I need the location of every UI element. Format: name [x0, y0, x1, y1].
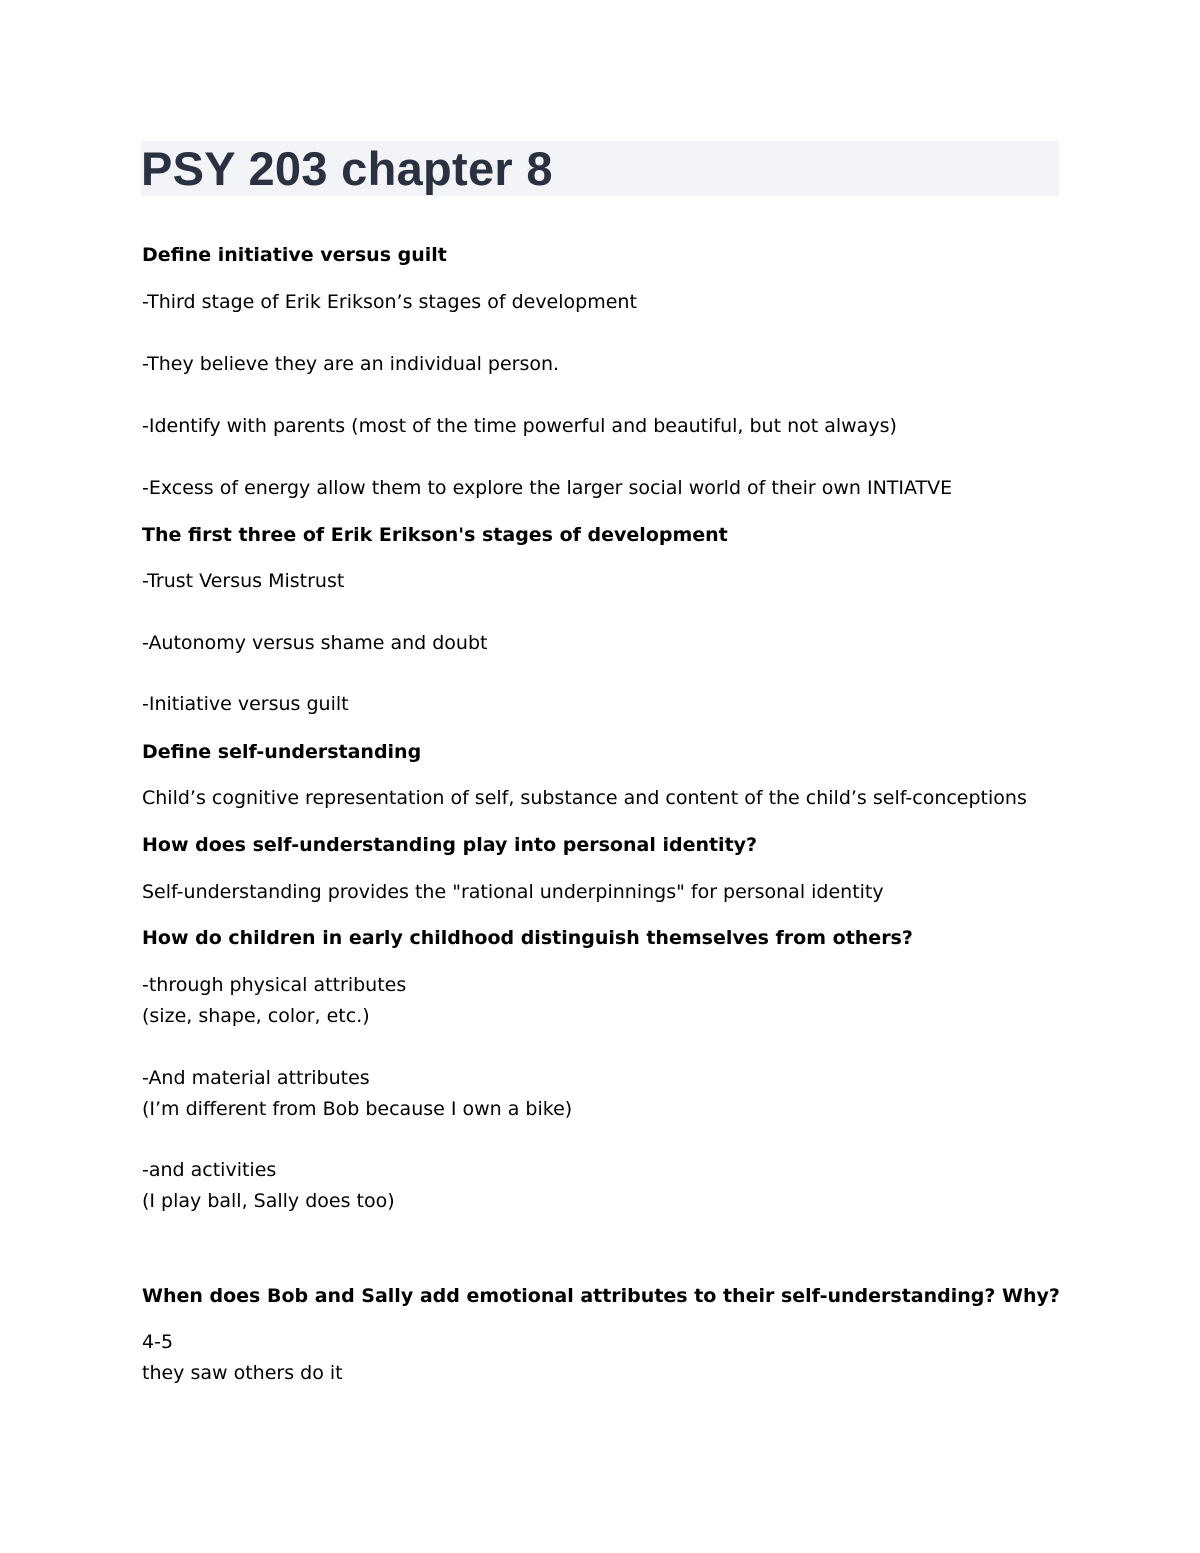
answer-line: (I’m different from Bob because I own a bike) — [142, 1098, 573, 1120]
answer-line: -through physical attributes — [142, 974, 407, 996]
answer-line: they saw others do it — [142, 1362, 343, 1384]
answer-line: -Trust Versus Mistrust — [142, 570, 345, 592]
answer-line: (size, shape, color, etc.) — [142, 1005, 370, 1027]
question-first-three-stages: The first three of Erik Erikson's stages of development — [142, 524, 728, 546]
answer-line: -Autonomy versus shame and doubt — [142, 632, 488, 654]
answer-line: -They believe they are an individual person. — [142, 353, 560, 375]
question-distinguish-from-others: How do children in early childhood distinguish themselves from others? — [142, 927, 913, 949]
answer-line: Child’s cognitive representation of self, substance and content of the child’s self-conceptions — [142, 787, 1027, 809]
question-personal-identity: How does self-understanding play into personal identity? — [142, 834, 758, 856]
answer-line: 4-5 — [142, 1331, 174, 1353]
answer-line: (I play ball, Sally does too) — [142, 1190, 395, 1212]
answer-line: -And material attributes — [142, 1067, 370, 1089]
answer-line: -Third stage of Erik Erikson’s stages of development — [142, 291, 637, 313]
answer-line: -Excess of energy allow them to explore the larger social world of their own INTIATVE — [142, 477, 953, 499]
answer-line: -Identify with parents (most of the time powerful and beautiful, but not always) — [142, 415, 897, 437]
answer-line: -and activities — [142, 1159, 277, 1181]
answer-line: Self-understanding provides the "rational underpinnings" for personal identity — [142, 881, 884, 903]
page-title: PSY 203 chapter 8 — [141, 142, 553, 195]
question-initiative-vs-guilt: Define initiative versus guilt — [142, 244, 447, 266]
answer-line: -Initiative versus guilt — [142, 693, 349, 715]
question-self-understanding: Define self-understanding — [142, 741, 422, 763]
question-emotional-attributes: When does Bob and Sally add emotional attributes to their self-understanding? Why? — [142, 1285, 1060, 1307]
